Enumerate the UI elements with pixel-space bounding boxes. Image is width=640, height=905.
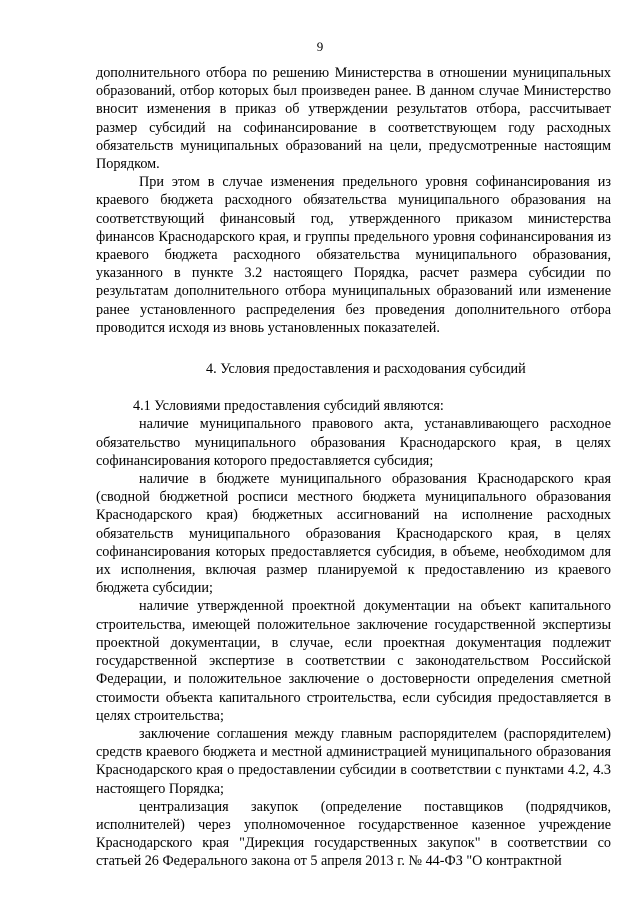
condition-item: наличие муниципального правового акта, устанавливающего расходное обязательство муниципального образования Краснодарского края, в целях софинансирования которого предоставляется субсидия; bbox=[96, 416, 611, 469]
paragraph-continued: дополнительного отбора по решению Министерства в отношении муниципальных образований, отбор которых был произведен ранее. В данном случае Министерство вносит изменения в приказ об утверждении результатов отбора, рассчитывает размер субсидий на софинансирование в соответствующем году расходных обязательств муниципальных образований на цели, предусмотренные настоящим Порядком. bbox=[96, 65, 611, 173]
condition-item: наличие утвержденной проектной документации на объект капитального строительства, имеющей положительное заключение государственной экспертизы проектной документации, в случае, если проектная документация подлежит государственной экспертизе в соответствии с законодательством Российской Федерации, и положительное заключение о достоверности определения сметной стоимости объекта капитального строительства, если субсидия предоставляется в целях строительства; bbox=[96, 598, 611, 724]
document-body bbox=[96, 64, 611, 871]
condition-item: наличие в бюджете муниципального образования Краснодарского края (сводной бюджетной росписи местного бюджета муниципального образования Краснодарского края) бюджетных ассигнований на исполнение расходных обязательств муниципального образования Краснодарского края, в целях софинансирования которых предоставляется субсидия, в объеме, необходимом для их исполнения, включая размер планируемой к предоставлению из краевого бюджета субсидии; bbox=[96, 471, 611, 597]
condition-item: централизация закупок (определение поставщиков (подрядчиков, исполнителей) через уполномоченное государственное казенное учреждение Краснодарского края "Дирекция государственных закупок" в соответствии со статьей 26 Федерального закона от 5 апреля 2013 г. № 44-ФЗ "О контрактной bbox=[96, 798, 611, 870]
section-intro: 4.1 Условиями предоставления субсидий являются: bbox=[133, 398, 444, 415]
condition-item: заключение соглашения между главным распорядителем (распорядителем) средств краевого бюджета и местной администрацией муниципального образования Краснодарского края о предоставлении субсидии в соответствии с пунктами 4.2, 4.3 настоящего Порядка; bbox=[96, 725, 611, 797]
paragraph: При этом в случае изменения предельного уровня софинансирования из краевого бюджета расходного обязательства муниципального образования на соответствующий финансовый год, утвержденного приказом министерства финансов Краснодарского края, и группы предельного уровня софинансирования из краевого бюджета расходного обязательства муниципального образования, указанного в пункте 3.2 настоящего Порядка, расчет размера субсидии по результатам дополнительного отбора муниципальных образований или изменение ранее установленного распределения без проведения дополнительного отбора проводится исходя из вновь установленных показателей. bbox=[96, 174, 611, 336]
page-number: 9 bbox=[316, 39, 324, 54]
section-heading: 4. Условия предоставления и расходования субсидий bbox=[206, 361, 526, 378]
